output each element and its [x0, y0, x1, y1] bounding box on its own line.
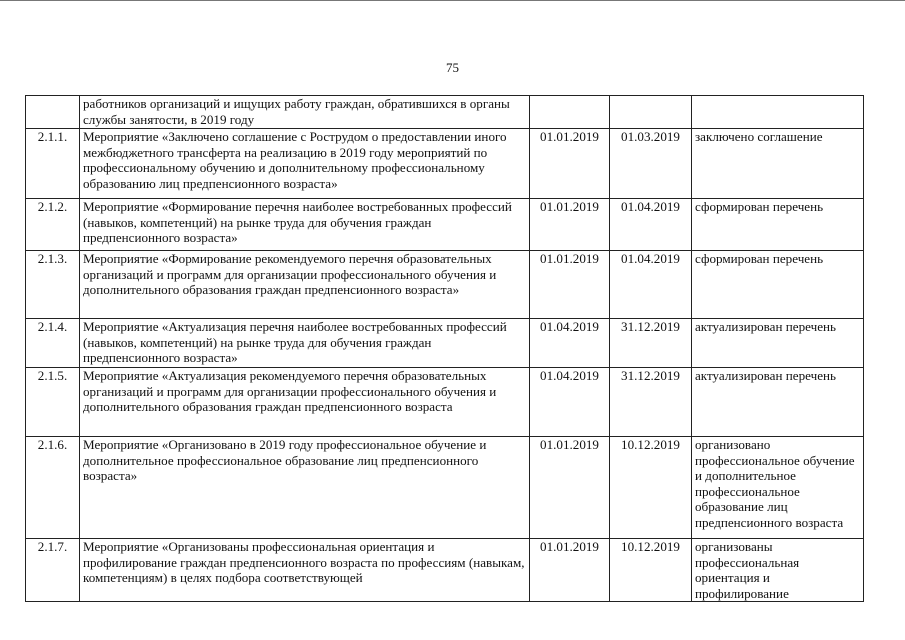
start-date: 01.01.2019	[530, 539, 610, 602]
row-number: 2.1.4.	[26, 319, 80, 368]
page-top-edge	[0, 0, 905, 1]
activities-table	[25, 95, 864, 602]
end-date: 01.04.2019	[610, 251, 692, 319]
row-number: 2.1.2.	[26, 199, 80, 251]
row-number	[26, 96, 80, 129]
result-text: организованы профессиональная ориентация и профилирование	[692, 539, 864, 602]
row-number: 2.1.1.	[26, 129, 80, 199]
result-text: актуализирован перечень	[692, 319, 864, 368]
start-date: 01.04.2019	[530, 368, 610, 437]
activity-text: Мероприятие «Актуализация перечня наиболее востребованных профессий (навыков, компетенций) на рынке труда для обучения граждан предпенсионного возраста»	[80, 319, 530, 368]
row-number: 2.1.7.	[26, 539, 80, 602]
row-number: 2.1.5.	[26, 368, 80, 437]
activity-text: Мероприятие «Актуализация рекомендуемого перечня образовательных организаций и программ для организации профессионального обучения и дополнительного образования граждан предпенсионного возраста	[80, 368, 530, 437]
activity-text: Мероприятие «Организовано в 2019 году профессиональное обучение и дополнительное профессиональное образование лиц предпенсионного возраста»	[80, 437, 530, 539]
start-date: 01.04.2019	[530, 319, 610, 368]
result-text: заключено соглашение	[692, 129, 864, 199]
result-text: организовано профессиональное обучение и дополнительное профессиональное образование лиц предпенсионного возраста	[692, 437, 864, 539]
result-text: сформирован перечень	[692, 251, 864, 319]
start-date: 01.01.2019	[530, 199, 610, 251]
activity-text: Мероприятие «Формирование перечня наиболее востребованных профессий (навыков, компетенций) на рынке труда для обучения граждан предпенсионного возраста»	[80, 199, 530, 251]
end-date	[610, 96, 692, 129]
start-date: 01.01.2019	[530, 437, 610, 539]
activity-text: Мероприятие «Формирование рекомендуемого перечня образовательных организаций и программ для организации профессионального обучения и дополнительного образования граждан предпенсионного возраста»	[80, 251, 530, 319]
table-row	[26, 251, 864, 319]
activity-text: Мероприятие «Организованы профессиональная ориентация и профилирование граждан предпенсионного возраста по профессиям (навыкам, компетенциям) в целях подбора соответствующей	[80, 539, 530, 602]
result-text: сформирован перечень	[692, 199, 864, 251]
result-text	[692, 96, 864, 129]
end-date: 31.12.2019	[610, 368, 692, 437]
table-row	[26, 539, 864, 602]
start-date	[530, 96, 610, 129]
result-text: актуализирован перечень	[692, 368, 864, 437]
row-number: 2.1.6.	[26, 437, 80, 539]
start-date: 01.01.2019	[530, 129, 610, 199]
table-row	[26, 129, 864, 199]
table-row	[26, 368, 864, 437]
end-date: 31.12.2019	[610, 319, 692, 368]
activity-text: Мероприятие «Заключено соглашение с Рострудом о предоставлении иного межбюджетного трансферта на реализацию в 2019 году мероприятий по профессиональному обучению и дополнительному профессиональному образованию лиц предпенсионного возраста»	[80, 129, 530, 199]
activity-text: работников организаций и ищущих работу граждан, обратившихся в органы службы занятости, в 2019 году	[80, 96, 530, 129]
start-date: 01.01.2019	[530, 251, 610, 319]
table-row	[26, 96, 864, 129]
end-date: 10.12.2019	[610, 539, 692, 602]
page-number: 75	[446, 60, 459, 75]
end-date: 01.04.2019	[610, 199, 692, 251]
table-row	[26, 437, 864, 539]
end-date: 01.03.2019	[610, 129, 692, 199]
table-row	[26, 319, 864, 368]
table-row	[26, 199, 864, 251]
row-number: 2.1.3.	[26, 251, 80, 319]
end-date: 10.12.2019	[610, 437, 692, 539]
